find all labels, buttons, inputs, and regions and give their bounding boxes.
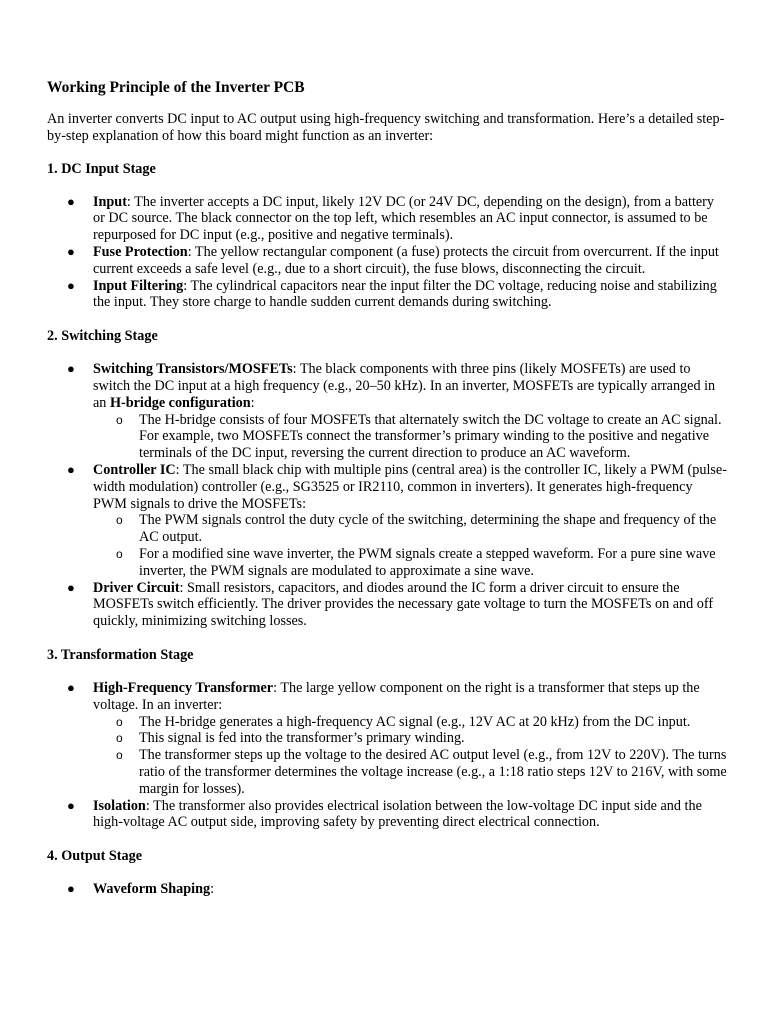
sub-list-item xyxy=(93,512,727,546)
bullet-icon: ● xyxy=(67,277,75,293)
bullet-icon: ● xyxy=(67,579,75,595)
circle-bullet-icon: o xyxy=(116,546,123,561)
bullet-icon: ● xyxy=(67,361,75,377)
bullet-icon: ● xyxy=(67,881,75,897)
list-item xyxy=(47,580,727,630)
list-item xyxy=(47,244,727,278)
document-content xyxy=(47,78,727,915)
item-text: : The large yellow component on the right is a transformer that steps up the voltage. In an inverter: xyxy=(93,679,700,713)
circle-bullet-icon: o xyxy=(116,748,123,763)
sub-item-text: The PWM signals control the duty cycle of the switching, determining the shape and frequency of the AC output. xyxy=(139,512,717,546)
item-text: : The inverter accepts a DC input, likely 12V DC (or 24V DC, depending on the design), from a battery or DC source. The black connector on the top left, which resembles an AC input connector, is assumed to be repurposed for DC input (e.g., positive and negative terminals). xyxy=(93,193,714,244)
bullet-icon: ● xyxy=(67,243,75,259)
section-heading: 3. Transformation Stage xyxy=(47,646,194,663)
circle-bullet-icon: o xyxy=(116,731,123,746)
sub-item-text: This signal is fed into the transformer’s primary winding. xyxy=(139,730,465,747)
bullet-list xyxy=(47,361,727,630)
section-heading: 2. Switching Stage xyxy=(47,328,158,345)
sub-list-item xyxy=(93,747,727,797)
sub-list-item xyxy=(93,730,727,747)
circle-bullet-icon: o xyxy=(116,412,123,427)
sub-list xyxy=(93,512,727,579)
item-term: Input Filtering xyxy=(93,277,184,294)
bullet-icon: ● xyxy=(67,679,75,695)
list-item xyxy=(47,361,727,462)
section-heading: 1. DC Input Stage xyxy=(47,160,156,177)
bullet-list xyxy=(47,881,727,898)
list-item xyxy=(47,462,727,580)
bullet-list xyxy=(47,194,727,312)
bullet-icon: ● xyxy=(67,193,75,209)
bullet-icon: ● xyxy=(67,797,75,813)
sub-item-text: The H-bridge generates a high-frequency AC signal (e.g., 12V AC at 20 kHz) from the DC input. xyxy=(139,713,691,730)
bullet-icon: ● xyxy=(67,461,75,477)
list-item xyxy=(47,680,727,798)
item-term: Switching Transistors/MOSFETs xyxy=(93,361,293,378)
item-term-inline: H-bridge configuration xyxy=(109,394,251,411)
sub-item-text: For a modified sine wave inverter, the PWM signals create a stepped waveform. For a pure sine wave inverter, the PWM signals are modulated to approximate a sine wave. xyxy=(139,545,716,579)
list-item xyxy=(47,278,727,312)
section-heading: 4. Output Stage xyxy=(47,848,142,865)
document-title: Working Principle of the Inverter PCB xyxy=(47,79,305,96)
list-item xyxy=(47,798,727,832)
bullet-list xyxy=(47,680,727,831)
item-text: : The yellow rectangular component (a fuse) protects the circuit from overcurrent. If the input current exceeds a safe level (e.g., due to a short circuit), the fuse blows, disconnecting the circuit. xyxy=(93,243,719,277)
item-text: : xyxy=(210,881,215,898)
list-item xyxy=(47,194,727,244)
intro-paragraph: An inverter converts DC input to AC output using high-frequency switching and transformation. Here’s a detailed step-by-step explanation of how this board might function as an inverter: xyxy=(47,111,725,144)
sub-list-item xyxy=(93,546,727,580)
sub-list-item xyxy=(93,412,727,462)
item-term: Input xyxy=(93,193,127,210)
sub-item-text: The H-bridge consists of four MOSFETs that alternately switch the DC voltage to create an AC signal. For example, two MOSFETs connect the transformer’s primary winding to the positive and negative terminals of the DC input, reversing the current direction to produce an AC waveform. xyxy=(139,411,722,462)
item-text: : Small resistors, capacitors, and diodes around the IC form a driver circuit to ensure the MOSFETs switch efficiently. The driver provides the necessary gate voltage to turn the MOSFETs on and off quickly, minimizing switching losses. xyxy=(93,579,714,630)
item-text: : The transformer also provides electrical isolation between the low-voltage DC input side and the high-voltage AC output side, improving safety by preventing direct electrical connection. xyxy=(93,797,702,831)
item-term: Fuse Protection xyxy=(93,243,188,260)
sub-list xyxy=(93,412,727,462)
item-term: Isolation xyxy=(93,797,146,814)
sub-list xyxy=(93,714,727,798)
list-item xyxy=(47,881,727,898)
item-text-tail: : xyxy=(250,394,255,411)
item-term: Waveform Shaping xyxy=(93,881,211,898)
circle-bullet-icon: o xyxy=(116,714,123,729)
sub-list-item xyxy=(93,714,727,731)
sub-item-text: The transformer steps up the voltage to the desired AC output level (e.g., from 12V to 220V). The turns ratio of the transformer determines the voltage increase (e.g., a 1:18 ratio steps 12V to 216V, with some margin for losses). xyxy=(139,747,727,797)
item-text: : The small black chip with multiple pins (central area) is the controller IC, likely a PWM (pulse-width modulation) controller (e.g., SG3525 or IR2110, common in inverters). It generates high-frequency PWM signals to drive the MOSFETs: xyxy=(93,461,727,512)
item-text: : The cylindrical capacitors near the input filter the DC voltage, reducing noise and stabilizing the input. They store charge to handle sudden current demands during switching. xyxy=(93,277,717,311)
circle-bullet-icon: o xyxy=(116,513,123,528)
item-term: Controller IC xyxy=(93,461,176,478)
item-term: High-Frequency Transformer xyxy=(93,679,274,696)
item-text: : The black components with three pins (likely MOSFETs) are used to switch the DC input at a high frequency (e.g., 20–50 kHz). In an inverter, MOSFETs are typically arranged in an xyxy=(93,361,716,411)
item-term: Driver Circuit xyxy=(93,579,180,596)
